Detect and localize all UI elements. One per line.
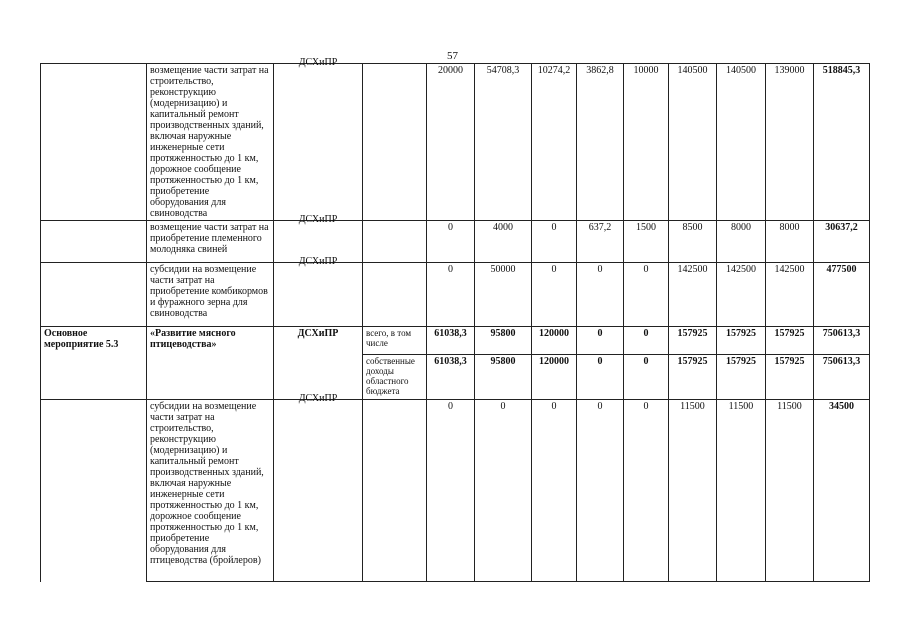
description-cell: субсидии на возмещение части затрат на приобретение комбикормов и фуражного зерна для свиноводства	[147, 263, 274, 327]
value-cell: 3862,8	[577, 64, 624, 221]
value-cell: 0	[532, 221, 577, 263]
description-cell: возмещение части затрат на приобретение племенного молодняка свиней	[147, 221, 274, 263]
value-cell: 0	[577, 400, 624, 582]
measure-title: Основное мероприятие 5.3	[41, 327, 147, 400]
source-cell: собственные доходы областного бюджета	[363, 355, 427, 400]
value-cell: 140500	[717, 64, 766, 221]
value-cell: 11500	[766, 400, 814, 582]
value-cell: 157925	[669, 327, 717, 355]
source-cell	[363, 221, 427, 263]
value-cell: 0	[427, 263, 475, 327]
value-cell: 142500	[669, 263, 717, 327]
value-cell: 4000	[475, 221, 532, 263]
value-cell: 0	[532, 263, 577, 327]
executor-cell: ДСХиПР	[274, 400, 363, 582]
value-cell: 0	[624, 400, 669, 582]
executor-cell: ДСХиПР	[274, 327, 363, 400]
value-cell: 157925	[669, 355, 717, 400]
value-cell: 10274,2	[532, 64, 577, 221]
value-cell: 10000	[624, 64, 669, 221]
executor-cell: ДСХиПР	[274, 263, 363, 327]
source-cell: всего, в том числе	[363, 327, 427, 355]
measure-cell	[41, 400, 147, 582]
value-cell: 120000	[532, 355, 577, 400]
total-cell: 30637,2	[814, 221, 870, 263]
value-cell: 157925	[766, 355, 814, 400]
value-cell: 0	[577, 327, 624, 355]
total-cell: 477500	[814, 263, 870, 327]
source-cell	[363, 263, 427, 327]
description-cell: «Развитие мясного птицеводства»	[147, 327, 274, 400]
table-row	[41, 400, 870, 582]
executor-cell: ДСХиПР	[274, 64, 363, 221]
value-cell: 8500	[669, 221, 717, 263]
page-number: 57	[447, 50, 458, 62]
value-cell: 0	[427, 400, 475, 582]
table-row	[41, 221, 870, 263]
value-cell: 1500	[624, 221, 669, 263]
value-cell: 142500	[766, 263, 814, 327]
value-cell: 0	[624, 327, 669, 355]
value-cell: 11500	[669, 400, 717, 582]
value-cell: 50000	[475, 263, 532, 327]
value-cell: 0	[475, 400, 532, 582]
value-cell: 0	[427, 221, 475, 263]
description-cell: субсидии на возмещение части затрат на строительство, реконструкцию (модернизацию) и капитальный ремонт производственных зданий, включая наружные инженерные сети протяженностью до 1 км, дорожное сообщение протяженностью до 1 км, приобретение оборудования для птицеводства (бройлеров)	[147, 400, 274, 582]
table-row	[41, 64, 870, 221]
value-cell: 157925	[766, 327, 814, 355]
total-cell: 34500	[814, 400, 870, 582]
value-cell: 139000	[766, 64, 814, 221]
value-cell: 54708,3	[475, 64, 532, 221]
value-cell: 8000	[717, 221, 766, 263]
value-cell: 61038,3	[427, 355, 475, 400]
value-cell: 0	[532, 400, 577, 582]
source-cell	[363, 64, 427, 221]
total-cell: 750613,3	[814, 327, 870, 355]
value-cell: 11500	[717, 400, 766, 582]
table-row	[41, 263, 870, 327]
measure-cell	[41, 221, 147, 263]
value-cell: 140500	[669, 64, 717, 221]
value-cell: 61038,3	[427, 327, 475, 355]
value-cell: 8000	[766, 221, 814, 263]
value-cell: 0	[577, 355, 624, 400]
value-cell: 20000	[427, 64, 475, 221]
description-cell: возмещение части затрат на строительство, реконструкцию (модернизацию) и капитальный ремонт производственных зданий, включая наружные инженерные сети протяженностью до 1 км, дорожное сообщение протяженностью до 1 км, приобретение оборудования для свиноводства	[147, 64, 274, 221]
value-cell: 95800	[475, 327, 532, 355]
value-cell: 142500	[717, 263, 766, 327]
source-cell	[363, 400, 427, 582]
executor-cell: ДСХиПР	[274, 221, 363, 263]
value-cell: 0	[624, 263, 669, 327]
measure-cell	[41, 64, 147, 221]
total-cell: 750613,3	[814, 355, 870, 400]
value-cell: 157925	[717, 355, 766, 400]
table-row	[41, 327, 870, 355]
measure-cell	[41, 263, 147, 327]
value-cell: 0	[577, 263, 624, 327]
value-cell: 0	[624, 355, 669, 400]
value-cell: 637,2	[577, 221, 624, 263]
value-cell: 157925	[717, 327, 766, 355]
value-cell: 95800	[475, 355, 532, 400]
budget-table	[40, 57, 870, 582]
total-cell: 518845,3	[814, 64, 870, 221]
value-cell: 120000	[532, 327, 577, 355]
